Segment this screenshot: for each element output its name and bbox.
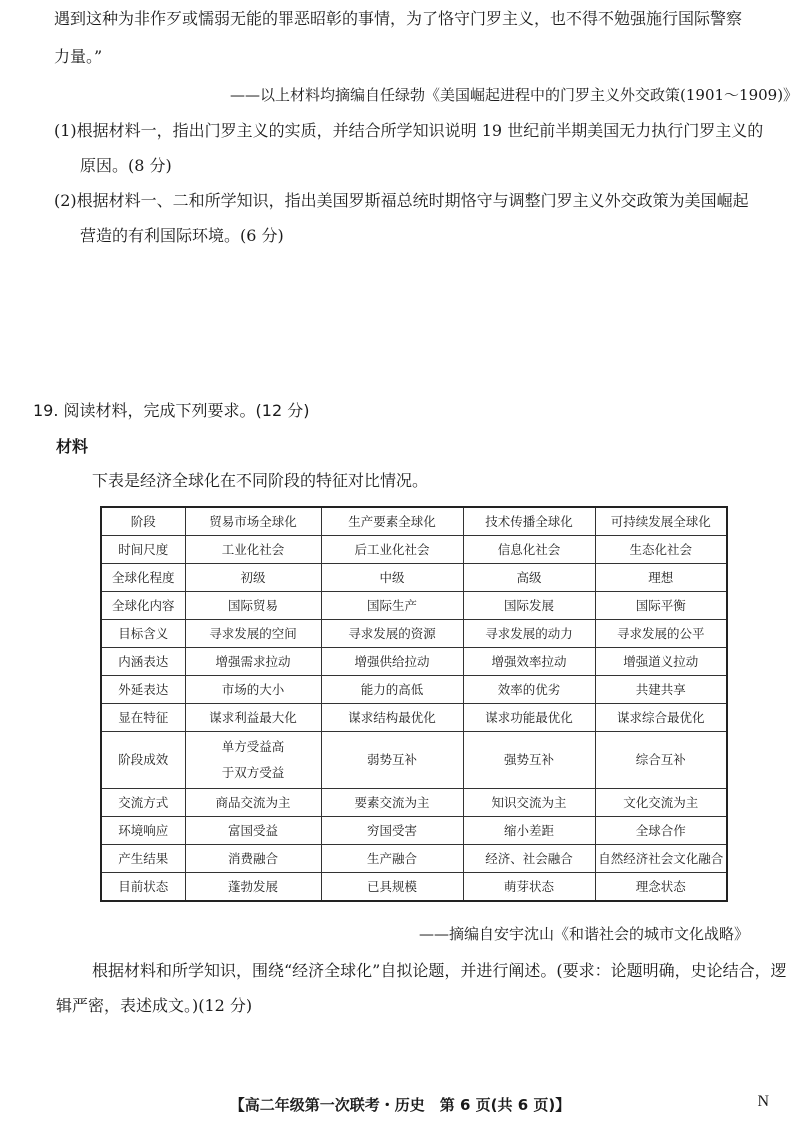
table-cell: 消费融合 — [185, 845, 321, 873]
table-cell: 谋求结构最优化 — [321, 704, 463, 732]
table-cell: 综合互补 — [595, 732, 727, 789]
table-cell: 后工业化社会 — [321, 536, 463, 564]
table-cell: 知识交流为主 — [463, 789, 595, 817]
table-cell: 生产要素全球化 — [321, 507, 463, 536]
table-cell: 可持续发展全球化 — [595, 507, 727, 536]
table-cell: 全球合作 — [595, 817, 727, 845]
table-cell: 寻求发展的动力 — [463, 620, 595, 648]
table-cell: 商品交流为主 — [185, 789, 321, 817]
row-header-cell: 全球化内容 — [101, 592, 185, 620]
task-line-1: 根据材料和所学知识，围绕“经济全球化”自拟论题，并进行阐述。(要求：论题明确，史论结合，逻 — [92, 961, 787, 980]
table-row-stage-result — [101, 732, 727, 789]
table-cell: 自然经济社会文化融合 — [595, 845, 727, 873]
table-cell: 中级 — [321, 564, 463, 592]
page-footer: 【高二年级第一次联考・历史 第 6 页(共 6 页)】 — [229, 1096, 571, 1114]
table-cell: 效率的优劣 — [463, 676, 595, 704]
q18-part2-line-1: (2)根据材料一、二和所学知识，指出美国罗斯福总统时期恪守与调整门罗主义外交政策为美国崛起 — [54, 191, 749, 210]
table-cell: 贸易市场全球化 — [185, 507, 321, 536]
row-header-cell: 外延表达 — [101, 676, 185, 704]
table-body — [101, 507, 727, 901]
table-cell: 增强需求拉动 — [185, 648, 321, 676]
table-row — [101, 817, 727, 845]
continuation-line-1: 遇到这种为非作歹或懦弱无能的罪恶昭彰的事情，为了恪守门罗主义，也不得不勉强施行国际警察 — [54, 9, 743, 28]
q19-heading: 19. 阅读材料，完成下列要求。(12 分) — [33, 401, 310, 420]
q18-part1-line-2: 原因。(8 分) — [80, 156, 172, 175]
material-intro: 下表是经济全球化在不同阶段的特征对比情况。 — [92, 471, 429, 490]
table-cell: 国际贸易 — [185, 592, 321, 620]
cell-line-1: 单方受益高 — [221, 739, 285, 754]
source-citation-2: ——摘编自安宇沈山《和谐社会的城市文化战略》 — [419, 925, 750, 943]
table-row — [101, 536, 727, 564]
table-cell: 高级 — [463, 564, 595, 592]
row-header-cell: 产生结果 — [101, 845, 185, 873]
table-cell: 谋求综合最优化 — [595, 704, 727, 732]
table-cell: 要素交流为主 — [321, 789, 463, 817]
table-cell: 谋求利益最大化 — [185, 704, 321, 732]
source-citation-1: ——以上材料均摘编自任绿勃《美国崛起进程中的门罗主义外交政策(1901～1909)》 — [230, 86, 799, 104]
table-cell: 增强效率拉动 — [463, 648, 595, 676]
table-cell: 穷国受害 — [321, 817, 463, 845]
table-cell: 寻求发展的公平 — [595, 620, 727, 648]
row-header-cell: 交流方式 — [101, 789, 185, 817]
table-cell: 国际生产 — [321, 592, 463, 620]
table-cell-two-line — [185, 732, 321, 789]
table-row — [101, 507, 727, 536]
table-row — [101, 620, 727, 648]
row-header-cell: 目前状态 — [101, 873, 185, 902]
table-row — [101, 873, 727, 902]
table-cell: 弱势互补 — [321, 732, 463, 789]
table-row — [101, 592, 727, 620]
table-cell: 已具规模 — [321, 873, 463, 902]
table-cell: 生产融合 — [321, 845, 463, 873]
table-row — [101, 676, 727, 704]
table-cell: 经济、社会融合 — [463, 845, 595, 873]
table-cell: 蓬勃发展 — [185, 873, 321, 902]
table-cell: 萌芽状态 — [463, 873, 595, 902]
row-header-cell: 目标含义 — [101, 620, 185, 648]
q18-part1-line-1: (1)根据材料一，指出门罗主义的实质，并结合所学知识说明 19 世纪前半期美国无力执行门罗主义的 — [54, 121, 764, 140]
row-header-cell: 时间尺度 — [101, 536, 185, 564]
table-row — [101, 564, 727, 592]
table-cell: 富国受益 — [185, 817, 321, 845]
table-cell: 技术传播全球化 — [463, 507, 595, 536]
table-cell: 谋求功能最优化 — [463, 704, 595, 732]
globalization-table — [100, 506, 728, 902]
row-header-cell: 环境响应 — [101, 817, 185, 845]
table-cell: 理念状态 — [595, 873, 727, 902]
table-cell: 生态化社会 — [595, 536, 727, 564]
table-cell: 寻求发展的空间 — [185, 620, 321, 648]
table-cell: 国际发展 — [463, 592, 595, 620]
table-cell: 工业化社会 — [185, 536, 321, 564]
continuation-line-2: 力量。” — [54, 47, 103, 66]
cell-line-2: 于双方受益 — [221, 765, 285, 780]
table-row — [101, 845, 727, 873]
row-header-cell: 显在特征 — [101, 704, 185, 732]
table-row — [101, 704, 727, 732]
cell-two-line-wrapper — [222, 734, 285, 786]
corner-mark: N — [757, 1093, 769, 1110]
row-header-cell: 全球化程度 — [101, 564, 185, 592]
task-line-2: 辑严密，表述成文。)(12 分) — [56, 996, 253, 1015]
table-cell: 国际平衡 — [595, 592, 727, 620]
row-header-cell: 内涵表达 — [101, 648, 185, 676]
table-cell: 文化交流为主 — [595, 789, 727, 817]
table-row — [101, 789, 727, 817]
table-cell: 增强道义拉动 — [595, 648, 727, 676]
table-row — [101, 648, 727, 676]
material-label: 材料 — [56, 437, 89, 456]
row-header-cell: 阶段 — [101, 507, 185, 536]
row-header-cell: 阶段成效 — [101, 732, 185, 789]
table-cell: 共建共享 — [595, 676, 727, 704]
table-cell: 缩小差距 — [463, 817, 595, 845]
table-cell: 市场的大小 — [185, 676, 321, 704]
table-cell: 信息化社会 — [463, 536, 595, 564]
table-cell: 增强供给拉动 — [321, 648, 463, 676]
table-cell: 强势互补 — [463, 732, 595, 789]
table-cell: 寻求发展的资源 — [321, 620, 463, 648]
table-cell: 初级 — [185, 564, 321, 592]
table-cell: 能力的高低 — [321, 676, 463, 704]
q18-part2-line-2: 营造的有利国际环境。(6 分) — [80, 226, 284, 245]
table-cell: 理想 — [595, 564, 727, 592]
